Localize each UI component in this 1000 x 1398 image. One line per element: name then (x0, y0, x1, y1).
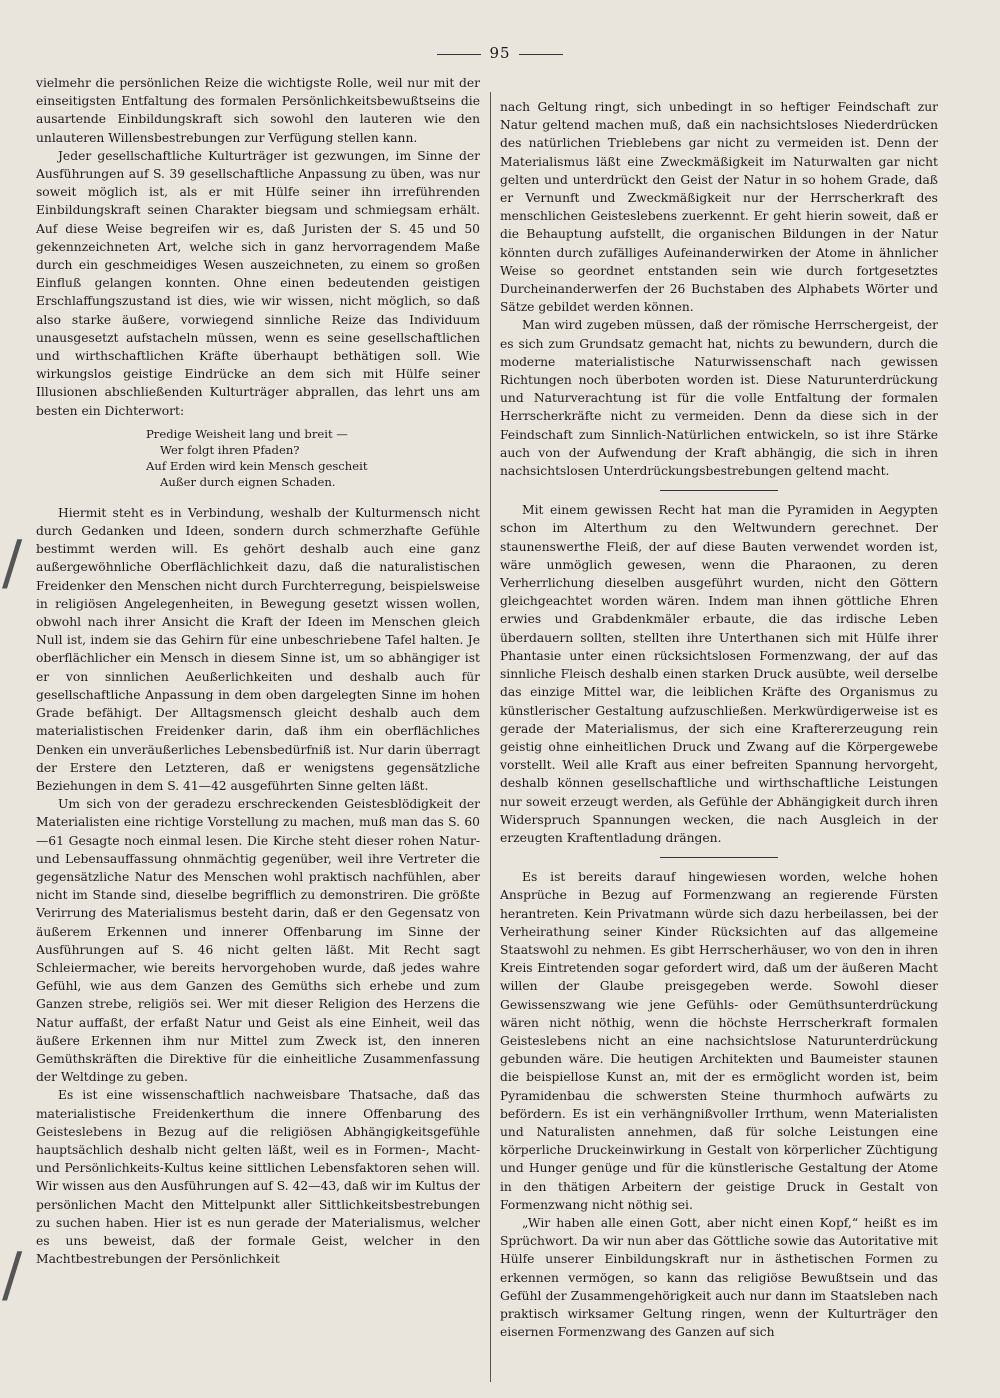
page-header (0, 44, 1000, 62)
paragraph: vielmehr die persönlichen Reize die wichtigste Rolle, weil nur mit der einseitigsten Entfaltung des formalen Persönlichkeitsbewußtseins die ausartende Einbildungskraft sich sowohl den lauteren wie den unlauteren Willensbestrebungen zur Verfügung stellen kann. (36, 76, 480, 145)
poem-quote (146, 426, 480, 490)
paragraph: Mit einem gewissen Recht hat man die Pyramiden in Aegypten schon im Alterthum zu den Weltwundern gerechnet. Der staunenswerthe Fleiß, der auf diese Bauten verwendet worden ist, wäre unmöglich gewesen, wenn die Pharaonen, zu deren Verherrlichung dieselben ausgeführt wurden, nicht den Göttern gleichgeachtet worden wären. Indem man ihnen göttliche Ehren erwies und Grabdenkmäler erbaute, die das irdische Leben überdauern sollten, stellten ihre Unterthanen sich mit Hülfe ihrer Phantasie unter einen rücksichtslosen Formenzwang, der auf das sinnliche Fleisch deshalb einen starken Druck ausübte, weil derselbe das einzige Mittel war, die leiblichen Kräfte des Organismus zu künstlerischer Gestaltung aufzuschließen. Merkwürdigerweise ist es gerade der Materialismus, der sich eine Kraftererzeugung rein geistig ohne einheitlichen Druck und Zwang auf die Körpergewebe vorstellt. Weil alle Kraft aus einer befreiten Spannung hervorgeht, deshalb können gesellschaftliche und wirthschaftliche Leistungen nur soweit erzeugt werden, als Gefühle der Abhängigkeit durch ihren Widerspruch Spannungen wecken, die nach Ausgleich in der erzeugten Kraftentladung drängen. (500, 503, 938, 845)
left-column (36, 74, 480, 1268)
margin-pencil-mark: / (2, 528, 23, 598)
page-number: 95 (489, 44, 511, 62)
poem-line: Auf Erden wird kein Mensch gescheit (146, 458, 368, 473)
paragraph: nach Geltung ringt, sich unbedingt in so heftiger Feindschaft zur Natur geltend machen muß, daß ein nachsichtsloses Niederdrücken des natürlichen Trieblebens gar nicht zu vermeiden ist. Denn der Materialismus läßt eine Zweckmäßigkeit im Naturwalten gar nicht gelten und unterdrückt den Geist der Natur in so hohem Grade, daß er Vernunft und Zweckmäßigkeit nur der Herrscherkraft des menschlichen Geisteslebens zuerkennt. Er geht hierin soweit, daß er die Behauptung aufstellt, die organischen Bildungen in der Natur könnten durch zufälliges Aufeinanderwirken der Atome in ähnlicher Weise so geordnet entstanden sein wie durch fortgesetztes Durcheinanderwerfen der 26 Buchstaben des Alphabets Wörter und Sätze gebildet werden können. (500, 100, 938, 315)
paragraph: Um sich von der geradezu erschreckenden Geistesblödigkeit der Materialisten eine richtige Vorstellung zu machen, muß man das S. 60—61 Gesagte noch einmal lesen. Die Kirche steht dieser rohen Natur- und Lebensauffassung ohnmächtig gegenüber, weil ihre Vertreter die gegensätzliche Natur des Menschen wohl praktisch nachfühlen, aber nicht im Stande sind, dieselbe begrifflich zu demonstriren. Die größte Verirrung des Materialismus besteht darin, daß er den Gegensatz von äußerem Erkennen und innerer Offenbarung im Sinne der Ausführungen auf S. 46 nicht gelten läßt. Mit Recht sagt Schleiermacher, wie bereits hervorgehoben wurde, daß jedes wahre Gefühl, wie aus dem Ganzen des Gemüths sich erhebe und zum Ganzen strebe, religiös sei. Wer mit dieser Religion des Herzens die Natur auffaßt, der erfaßt Natur und Geist als eine Einheit, weil das äußere Erkennen ihm nur Mittel zum Zweck ist, den inneren Gemüthskräften die Direktive für die einheitliche Zusammenfassung der Weltdinge zu geben. (36, 797, 480, 1085)
header-rule-right (519, 54, 563, 55)
paragraph: „Wir haben alle einen Gott, aber nicht einen Kopf,“ heißt es im Sprüchwort. Da wir nun aber das Göttliche sowie das Autoritative mit Hülfe unserer Einbildungskraft nur in ästhetischen Formen zu erkennen vermögen, so kann das religiöse Bewußtsein und das Gefühl der Zusammengehörigkeit auch nur dann im Staatsleben nach praktisch wirksamer Geltung ringen, wenn der Kulturträger den eisernen Formenzwang des Ganzen auf sich (500, 1215, 938, 1340)
section-divider (660, 490, 778, 491)
poem-line: Predige Weisheit lang und breit — (146, 426, 348, 441)
paragraph: Es ist bereits darauf hingewiesen worden, welche hohen Ansprüche in Bezug auf Formenzwang an regierende Fürsten herantreten. Kein Privatmann würde sich dazu herbeilassen, bei der Verheirathung seiner Kinder Rücksichten auf das allgemeine Staatswohl zu nehmen. Es gibt Herrscherhäuser, wo von den in ihren Kreis Eintretenden sogar gefordert wird, daß um der äußeren Macht willen der Glaube preisgegeben werde. Sowohl dieser Gewissenszwang wie jene Gefühls- oder Gemüthsunterdrückung wären nicht nöthig, wenn die höchste Herrscherkraft formalen Geisteslebens nicht an eine nachsichtslose Naturunterdrückung gebunden wäre. Die heutigen Architekten und Baumeister staunen die beispiellose Kunst an, mit der es ermöglicht worden ist, beim Pyramidenbau die schwersten Steine thurmhoch aufwärts zu befördern. Es ist ein verhängnißvoller Irrthum, wenn Materialisten und Naturalisten annehmen, daß für solche Leistungen eine körperliche Druckeinwirkung in Gestalt von körperlicher Züchtigung und Hunger genüge und für die künstlerische Gestaltung der Atome in den thätigen Arbeitern der geistige Druck in Gestalt von Formenzwang nicht nöthig sei. (500, 870, 938, 1212)
margin-pencil-mark: / (2, 1240, 23, 1310)
header-rule-left (437, 54, 481, 55)
poem-line: Wer folgt ihren Pfaden? (160, 442, 300, 457)
poem-line: Außer durch eignen Schaden. (160, 474, 336, 489)
column-divider (490, 92, 491, 1382)
paragraph: Man wird zugeben müssen, daß der römische Herrschergeist, der es sich zum Grundsatz gemacht hat, nichts zu bewundern, durch die moderne materialistische Naturwissenschaft nach gewissen Richtungen noch überboten worden ist. Diese Naturunterdrückung und Naturverachtung ist für die volle Entfaltung der formalen Herrscherkräfte nicht zu vermeiden. Denn da diese sich in der Feindschaft zum Sinnlich-Natürlichen entwickeln, so ist ihre Stärke auch von der Aufwendung der Kraft abhängig, die sich in ihren nachsichtslosen Unterdrückungsbestrebungen geltend macht. (500, 318, 938, 479)
paragraph: Jeder gesellschaftliche Kulturträger ist gezwungen, im Sinne der Ausführungen auf S. 39 gesellschaftliche Anpassung zu üben, was nur soweit möglich ist, als er mit Hülfe seiner ihn irreführenden Einbildungskraft seinen Charakter biegsam und schmiegsam erhält. Auf diese Weise begreifen wir es, daß Juristen der S. 45 und 50 gekennzeichneten Art, welche sich in ganz hervorragendem Maße durch ein geschmeidiges Wesen auszeichneten, zu einem so großen Einfluß gelangen konnten. Ohne einen bedeutenden geistigen Erschlaffungszustand ist dies, wie wir wissen, nicht möglich, so daß also starke äußere, vorwiegend sinnliche Reize das Individuum unausgesetzt aufstacheln müssen, wenn es seine gesellschaftlichen und wirthschaftlichen Kräfte überhaupt bethätigen soll. Wie wirkungslos geistige Eindrücke an dem sich mit Hülfe seiner Illusionen abschließenden Kulturträger abprallen, das lehrt uns am besten ein Dichterwort: (36, 148, 480, 418)
paragraph: Es ist eine wissenschaftlich nachweisbare Thatsache, daß das materialistische Freidenkerthum die innere Offenbarung des Geisteslebens in Bezug auf die religiösen Abhängigkeitsgefühle hauptsächlich deshalb nicht gelten läßt, weil es in Formen-, Macht- und Persönlichkeits-Kultus keine sittlichen Lebensfaktoren sehen will. Wir wissen aus den Ausführungen auf S. 42—43, daß wir im Kultus der persönlichen Macht den Mittelpunkt aller Sittlichkeitsbestrebungen zu suchen haben. Hier ist es nun gerade der Materialismus, welcher es uns beweist, daß der formale Geist, welcher in den Machtbestrebungen der Persönlichkeit (36, 1088, 480, 1267)
paragraph: Hiermit steht es in Verbindung, weshalb der Kulturmensch nicht durch Gedanken und Ideen, sondern durch schmerzhafte Gefühle bestimmt werden will. Es gehört deshalb auch eine ganz außergewöhnliche Oberflächlichkeit dazu, daß die naturalistischen Freidenker den Menschen nicht durch Furchterregung, beispielsweise in religiösen Angelegenheiten, in Bewegung gesetzt wissen wollen, obwohl nach ihrer Ansicht die Kraft der Ideen im Menschen gleich Null ist, indem sie das Gehirn für eine unbeschriebene Tafel halten. Je oberflächlicher ein Mensch in diesem Sinne ist, um so abhängiger ist er von sinnlichen Aeußerlichkeiten und deshalb auch für gesellschaftliche Anpassung in dem oben dargelegten Sinne im hohen Grade befähigt. Der Alltagsmensch gleicht deshalb auch dem materialistischen Freidenker darin, daß ihm ein oberflächliches Denken ein unveräußerliches Lebensbedürfniß ist. Nur darin überragt der Erstere den Letzteren, daß er wenigstens gegensätzliche Beziehungen in dem S. 41—42 ausgeführten Sinne gelten läßt. (36, 505, 480, 793)
section-divider (660, 857, 778, 858)
right-column (500, 98, 938, 1341)
